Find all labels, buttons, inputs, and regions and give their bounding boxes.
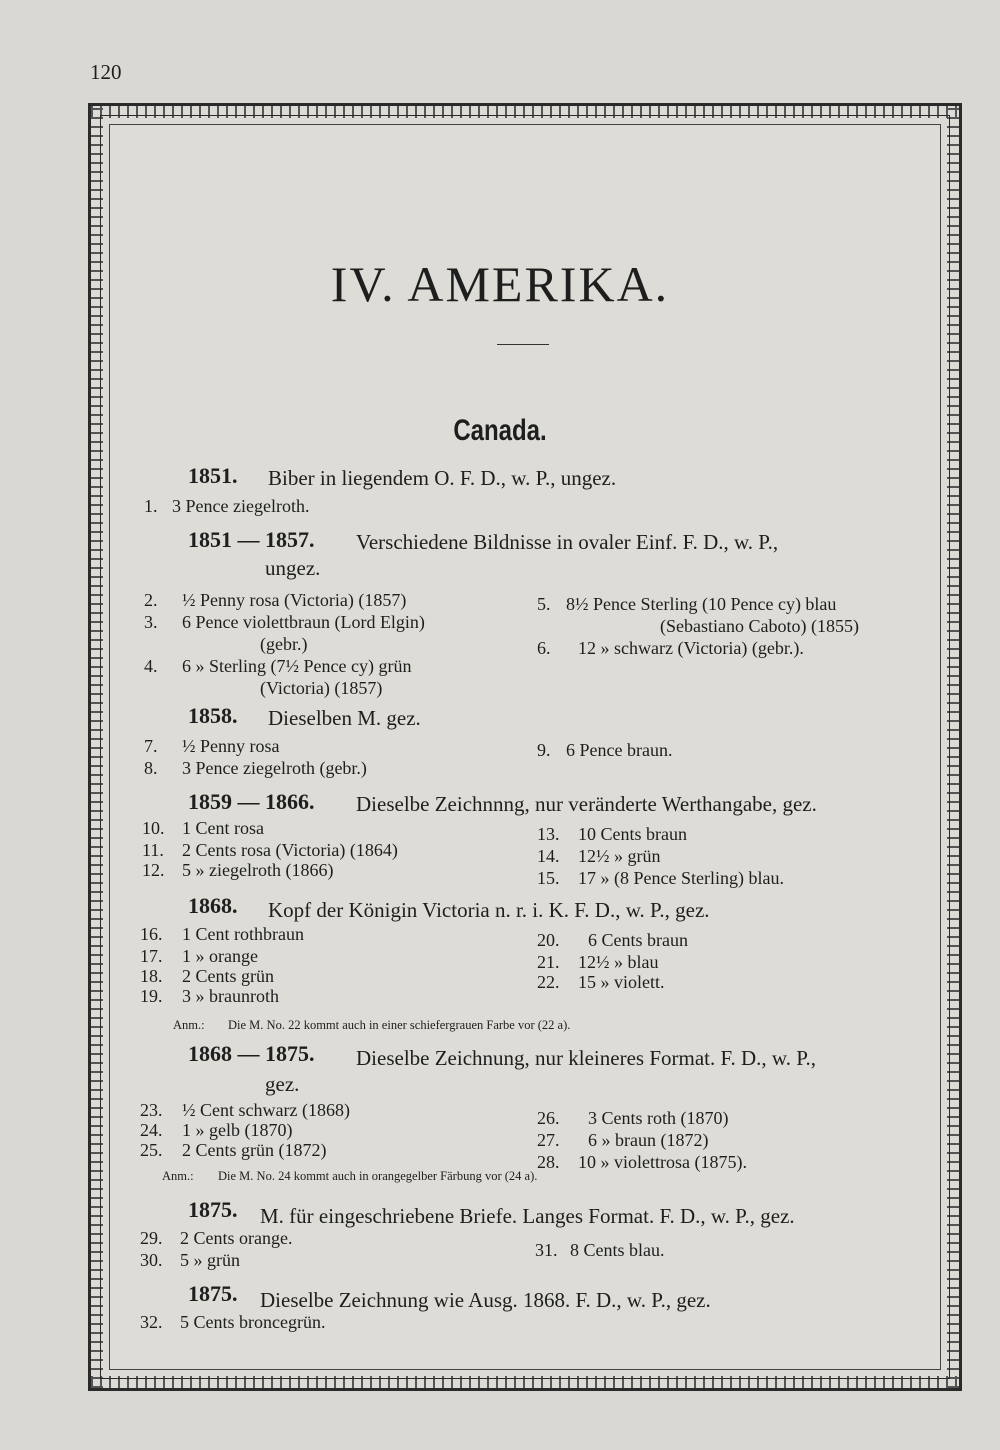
entry-number: 8. [144,758,158,778]
issue-description: Biber in liegendem O. F. D., w. P., ungez. [268,466,617,490]
issue-description: Verschiedene Bildnisse in ovaler Einf. F. D., w. P., [356,530,779,554]
entry-number: 18. [140,966,163,986]
entry-text: 6 Cents braun [588,930,688,950]
entry-number: 12. [142,860,165,880]
entry-number: 29. [140,1228,163,1248]
main-title: IV. AMERIKA. [330,256,670,312]
entry-text: 3 » braunroth [182,986,279,1006]
issue-description: Kopf der Königin Victoria n. r. i. K. F. D., w. P., gez. [268,898,710,922]
entry-text-cont: (Sebastiano Caboto) (1855) [660,616,859,636]
entry-number: 21. [537,952,560,972]
issue-description: Dieselbe Zeichnung wie Ausg. 1868. F. D., w. P., gez. [260,1288,711,1312]
issue-year: 1851. [188,463,238,488]
entry-text: 12½ » grün [578,846,661,866]
entry-number: 26. [537,1108,560,1128]
note-text: Die M. No. 24 kommt auch in orangegelber Färbung vor (24 a). [218,1169,538,1183]
entry-number: 15. [537,868,560,888]
entry-text: 6 Pence violettbraun (Lord Elgin) [182,612,425,632]
entry-number: 11. [142,840,164,860]
entry-text: 6 » braun (1872) [588,1130,709,1150]
issue-year: 1858. [188,703,238,728]
entry-text: 10 Cents braun [578,824,687,844]
entry-text: 3 Pence ziegelroth (gebr.) [182,758,367,778]
entry-number: 6. [537,638,551,658]
entry-text: 10 » violettrosa (1875). [578,1152,747,1172]
note-label: Anm.: [162,1169,194,1183]
entry-number: 32. [140,1312,163,1332]
issue-description-cont: ungez. [265,556,321,580]
entry-text: 1 » orange [182,946,258,966]
entry-number: 25. [140,1140,163,1160]
entry-text: 8½ Pence Sterling (10 Pence cy) blau [566,594,837,614]
entry-text: 6 » Sterling (7½ Pence cy) grün [182,656,412,676]
entry-number: 13. [537,824,560,844]
entry-number: 1. [144,496,158,516]
entry-number: 27. [537,1130,560,1150]
entry-number: 22. [537,972,560,992]
issue-year: 1851 — 1857. [188,527,315,552]
entry-number: 5. [537,594,551,614]
entry-text: 2 Cents rosa (Victoria) (1864) [182,840,398,860]
entry-text: 15 » violett. [578,972,665,992]
country-title: Canada. [453,414,547,447]
entry-number: 24. [140,1120,163,1140]
entry-number: 2. [144,590,158,610]
entry-text: 2 Cents grün (1872) [182,1140,327,1160]
entry-number: 10. [142,818,165,838]
entry-number: 9. [537,740,551,760]
title-rule [497,344,549,345]
entry-number: 19. [140,986,163,1006]
entry-number: 31. [535,1240,558,1260]
entry-text: 5 » grün [180,1250,240,1270]
entry-text: 1 Cent rosa [182,818,264,838]
entry-text: 1 Cent rothbraun [182,924,304,944]
entry-number: 17. [140,946,163,966]
entry-number: 4. [144,656,158,676]
issue-description: Dieselben M. gez. [268,706,421,730]
entry-text: 3 Cents roth (1870) [588,1108,729,1128]
note-label: Anm.: [173,1018,205,1032]
issue-description: M. für eingeschriebene Briefe. Langes Format. F. D., w. P., gez. [260,1204,795,1228]
issue-year: 1868. [188,893,238,918]
entry-text: ½ Penny rosa [182,736,280,756]
page-number: 120 [90,60,122,84]
issue-year: 1868 — 1875. [188,1041,315,1066]
issue-description: Dieselbe Zeichnung, nur kleineres Format. F. D., w. P., [356,1046,817,1070]
entry-number: 14. [537,846,560,866]
entry-text-cont: (gebr.) [260,634,308,654]
entry-text: 12 » schwarz (Victoria) (gebr.). [578,638,804,658]
entry-number: 20. [537,930,560,950]
note-text: Die M. No. 22 kommt auch in einer schiefergrauen Farbe vor (22 a). [228,1018,571,1032]
entry-text: 3 Pence ziegelroth. [172,496,310,516]
entry-number: 7. [144,736,158,756]
entry-number: 28. [537,1152,560,1172]
entry-number: 23. [140,1100,163,1120]
issue-year: 1875. [188,1281,238,1306]
entry-text: 6 Pence braun. [566,740,673,760]
issue-year: 1859 — 1866. [188,789,315,814]
entry-text: 8 Cents blau. [570,1240,665,1260]
issue-description-cont: gez. [265,1072,300,1096]
entry-text: 1 » gelb (1870) [182,1120,293,1140]
entry-number: 16. [140,924,163,944]
entry-text: ½ Penny rosa (Victoria) (1857) [182,590,407,610]
entry-number: 30. [140,1250,163,1270]
entry-text: 5 Cents broncegrün. [180,1312,326,1332]
issue-year: 1875. [188,1197,238,1222]
issue-description: Dieselbe Zeichnnng, nur veränderte Werthangabe, gez. [356,792,817,816]
entry-text-cont: (Victoria) (1857) [260,678,383,698]
entry-text: 2 Cents orange. [180,1228,293,1248]
entry-text: 12½ » blau [578,952,659,972]
entry-text: 17 » (8 Pence Sterling) blau. [578,868,784,888]
entry-number: 3. [144,612,158,632]
entry-text: ½ Cent schwarz (1868) [182,1100,350,1120]
entry-text: 2 Cents grün [182,966,274,986]
entry-text: 5 » ziegelroth (1866) [182,860,334,880]
